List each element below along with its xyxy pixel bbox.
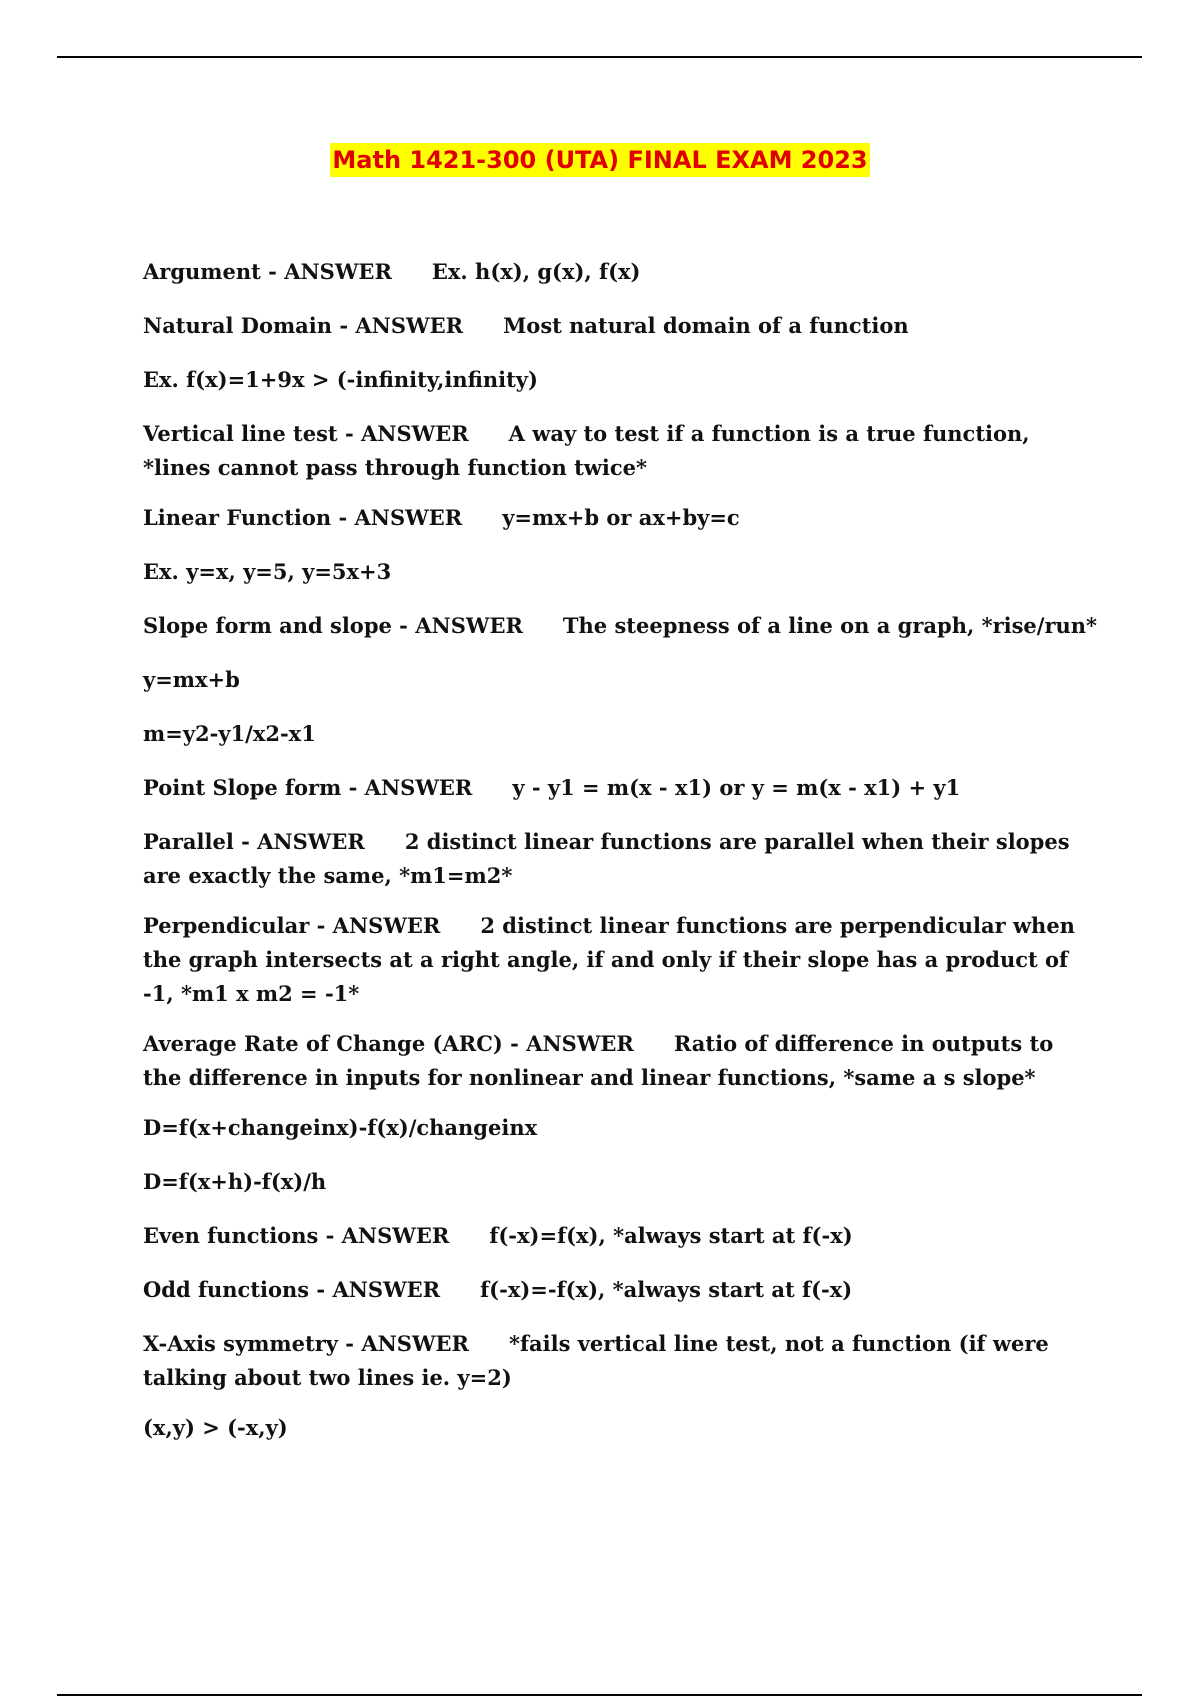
entry-term: Even functions - ANSWER [143,1223,450,1248]
entry-definition: Ex. f(x)=1+9x > (-infinity,infinity) [143,367,538,392]
entry-even-functions [143,1219,1098,1253]
entry-natural-domain-example [143,363,1098,397]
entry-definition: y - y1 = m(x - x1) or y = m(x - x1) + y1 [512,775,961,800]
entry-odd-functions [143,1273,1098,1307]
entry-definition: y=mx+b or ax+by=c [502,505,740,530]
entry-parallel [143,825,1098,893]
entry-term: Linear Function - ANSWER [143,505,463,530]
entry-arc-formula-h [143,1165,1098,1199]
entry-term: Average Rate of Change (ARC) - ANSWER [143,1031,634,1056]
entry-term: Natural Domain - ANSWER [143,313,464,338]
entry-definition: *fails vertical line test, not a function (if were talking about two lines ie. y=2) [143,1331,1049,1390]
entry-natural-domain [143,309,1098,343]
entry-average-rate-of-change [143,1027,1098,1095]
entry-definition: D=f(x+changeinx)-f(x)/changeinx [143,1115,538,1140]
entry-definition: The steepness of a line on a graph, *rise/run* [562,613,1098,638]
entry-definition: 2 distinct linear functions are perpendicular when the graph intersects at a right angle, if and only if their slope has a product of -1, *m1 x m2 = -1* [143,913,1075,1006]
entry-arc-formula-changeinx [143,1111,1098,1145]
entry-x-axis-symmetry [143,1327,1098,1395]
entry-definition: Most natural domain of a function [503,313,909,338]
entry-definition: D=f(x+h)-f(x)/h [143,1169,327,1194]
flashcard-list [143,255,1098,1465]
entry-x-axis-symmetry-mapping [143,1411,1098,1445]
entry-definition: y=mx+b [143,667,240,692]
entry-term: Point Slope form - ANSWER [143,775,473,800]
entry-term: Argument - ANSWER [143,259,392,284]
entry-linear-function-example [143,555,1098,589]
entry-term: X-Axis symmetry - ANSWER [143,1331,470,1356]
entry-definition: (x,y) > (-x,y) [143,1415,288,1440]
entry-argument [143,255,1098,289]
entry-definition: 2 distinct linear functions are parallel when their slopes are exactly the same, *m1=m2* [143,829,1070,888]
entry-definition: Ex. y=x, y=5, y=5x+3 [143,559,392,584]
entry-definition: m=y2-y1/x2-x1 [143,721,316,746]
entry-definition: f(-x)=-f(x), *always start at f(-x) [480,1277,853,1302]
entry-definition: Ratio of difference in outputs to the difference in inputs for nonlinear and linear functions, *same a s slope* [143,1031,1054,1090]
entry-term: Perpendicular - ANSWER [143,913,441,938]
top-rule [57,56,1142,58]
entry-slope-formula [143,717,1098,751]
entry-definition: f(-x)=f(x), *always start at f(-x) [489,1223,853,1248]
document-title: Math 1421-300 (UTA) FINAL EXAM 2023 [330,143,869,177]
bottom-rule [57,1694,1142,1696]
entry-term: Odd functions - ANSWER [143,1277,441,1302]
entry-vertical-line-test [143,417,1098,485]
title-container [0,143,1200,177]
entry-slope-intercept-formula [143,663,1098,697]
entry-term: Parallel - ANSWER [143,829,365,854]
entry-definition: Ex. h(x), g(x), f(x) [431,259,641,284]
entry-slope-form [143,609,1098,643]
entry-point-slope-form [143,771,1098,805]
entry-term: Vertical line test - ANSWER [143,421,469,446]
entry-linear-function [143,501,1098,535]
entry-perpendicular [143,909,1098,1011]
entry-term: Slope form and slope - ANSWER [143,613,523,638]
entry-definition: A way to test if a function is a true function, *lines cannot pass through function twice* [143,421,1030,480]
